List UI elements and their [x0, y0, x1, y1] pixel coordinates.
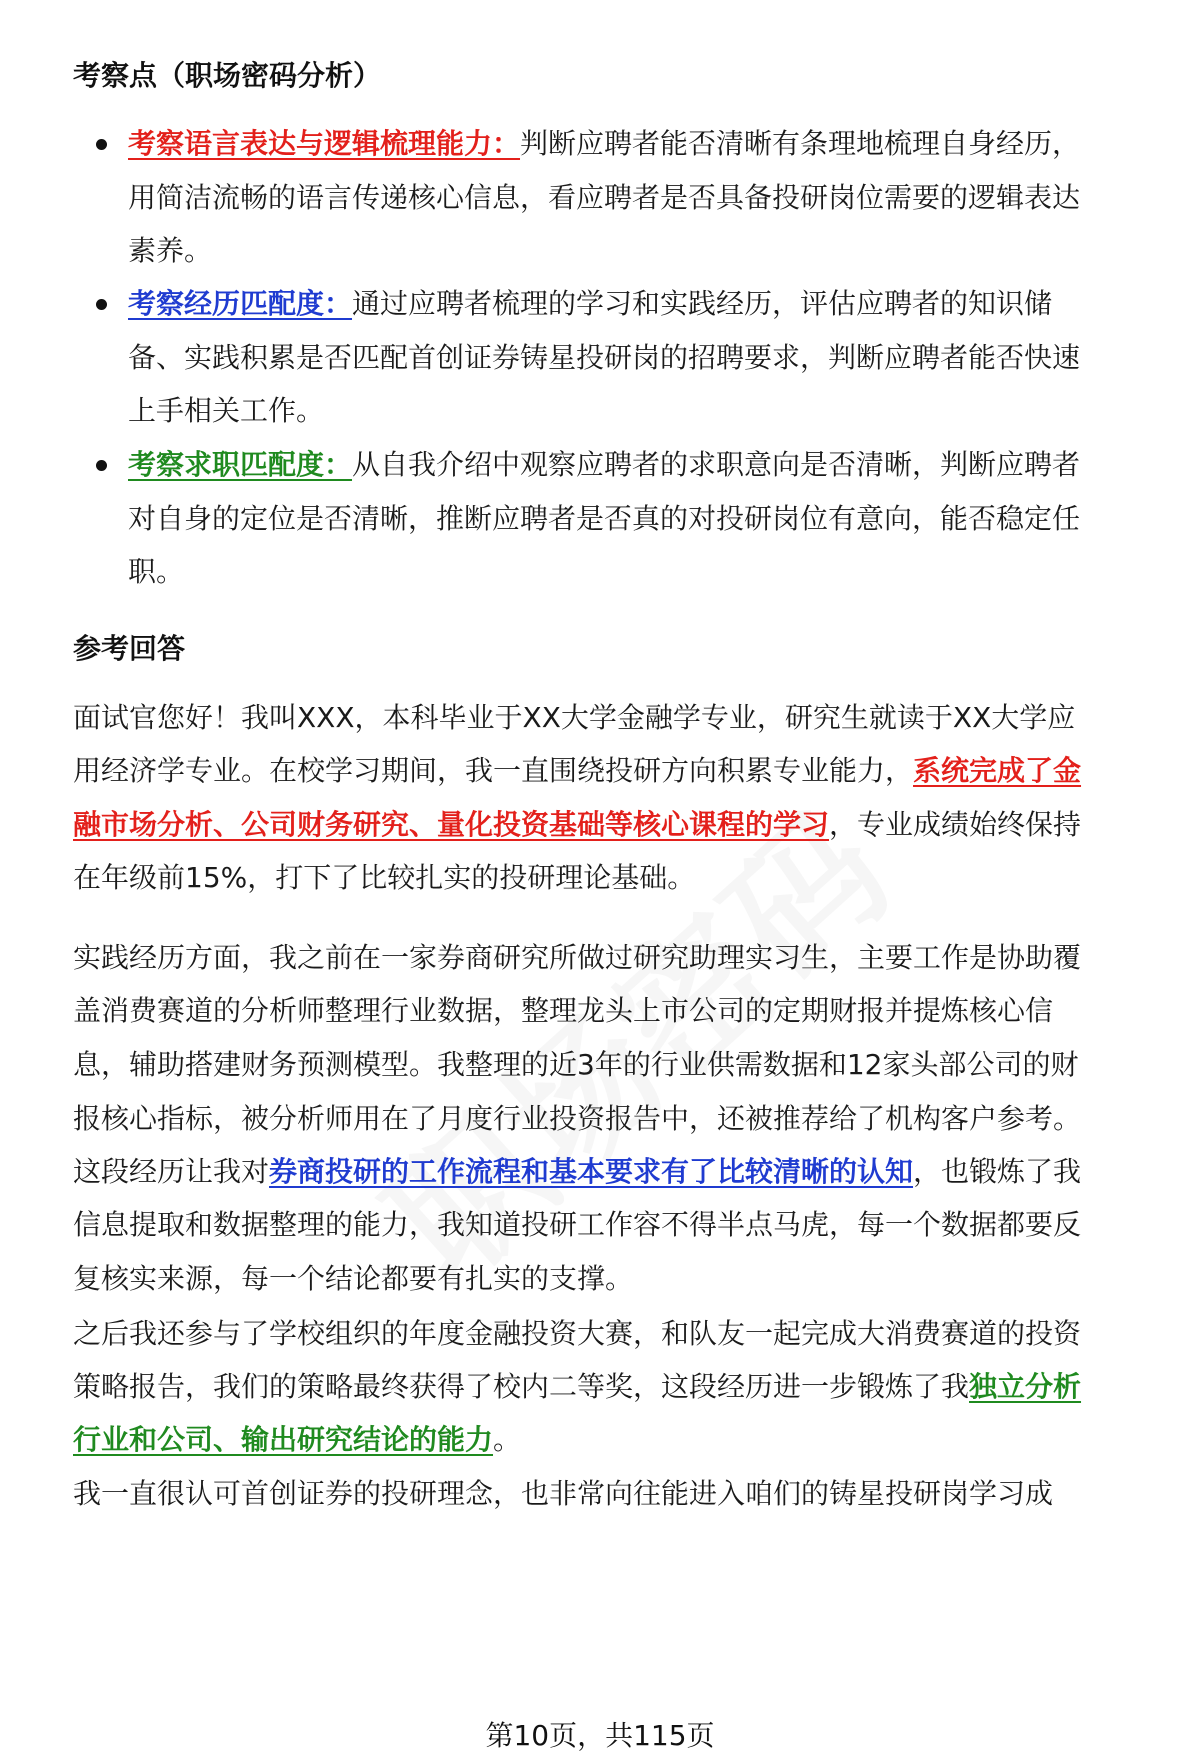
answer-p2-line-5 [73, 1152, 1081, 1192]
answer-p3-line-1: 之后我还参与了学校组织的年度金融投资大赛，和队友一起完成大消费赛道的投资 [73, 1317, 1082, 1350]
answer-p1-text: 用经济学专业。在校学习期间，我一直围绕投研方向积累专业能力， [73, 754, 914, 787]
answer-p1-line-4: 在年级前15%，打下了比较扎实的投研理论基础。 [73, 861, 696, 894]
bullet-3-text: 从自我介绍中观察应聘者的求职意向是否清晰，判断应聘者 [352, 448, 1081, 481]
bullet-dot [96, 299, 107, 310]
answer-p2-line-7: 复核实来源，每一个结论都要有扎实的支撑。 [73, 1262, 634, 1295]
bullet-1-line-1 [128, 124, 1080, 164]
bullet-3-label: 考察求职匹配度： [128, 448, 353, 481]
answer-p2-line-3: 息，辅助搭建财务预测模型。我整理的近3年的行业供需数据和12家头部公司的财 [73, 1048, 1079, 1081]
answer-highlight-red: 系统完成了金 [913, 754, 1082, 787]
bullet-dot [96, 460, 107, 471]
answer-p3-text: 策略报告，我们的策略最终获得了校内二等奖，这段经历进一步锻炼了我 [73, 1370, 970, 1403]
bullet-3-line-3: 职。 [128, 555, 185, 588]
answer-highlight-green: 行业和公司、输出研究结论的能力 [73, 1423, 494, 1456]
answer-p2-text: ，也锻炼了我 [913, 1155, 1082, 1188]
answer-highlight-red: 融市场分析、公司财务研究、量化投资基础等核心课程的学习 [73, 808, 830, 841]
answer-p2-line-6: 信息提取和数据整理的能力，我知道投研工作容不得半点马虎，每一个数据都要反 [73, 1208, 1082, 1241]
answer-highlight-green: 独立分析 [969, 1370, 1082, 1403]
section-heading-answer: 参考回答 [73, 632, 186, 665]
answer-p1-line-3 [73, 805, 1081, 845]
bullet-3-line-2: 对自身的定位是否清晰，推断应聘者是否真的对投研岗位有意向，能否稳定任 [128, 502, 1081, 535]
bullet-1-line-3: 素养。 [128, 234, 213, 267]
answer-p3-text: 。 [493, 1423, 522, 1456]
bullet-1-label: 考察语言表达与逻辑梳理能力： [128, 127, 521, 160]
bullet-2-text: 通过应聘者梳理的学习和实践经历，评估应聘者的知识储 [352, 287, 1053, 320]
bullet-1-line-2: 用简洁流畅的语言传递核心信息，看应聘者是否具备投研岗位需要的逻辑表达 [128, 181, 1081, 214]
answer-highlight-blue: 券商投研的工作流程和基本要求有了比较清晰的认知 [269, 1155, 914, 1188]
answer-p1-line-1: 面试官您好！我叫XXX，本科毕业于XX大学金融学专业，研究生就读于XX大学应 [73, 701, 1076, 734]
answer-p2-text: 这段经历让我对 [73, 1155, 270, 1188]
bullet-1-text: 判断应聘者能否清晰有条理地梳理自身经历， [520, 127, 1081, 160]
bullet-2-line-1 [128, 284, 1052, 324]
bullet-3-line-1 [128, 445, 1080, 485]
bullet-2-line-3: 上手相关工作。 [128, 394, 325, 427]
page-number: 第10页，共115页 [485, 1719, 715, 1752]
bullet-dot [96, 139, 107, 150]
section-heading-assessment: 考察点（职场密码分析） [73, 59, 382, 92]
answer-p4-line-1: 我一直很认可首创证券的投研理念，也非常向往能进入咱们的铸星投研岗学习成 [73, 1477, 1054, 1510]
answer-p3-line-3 [73, 1420, 521, 1460]
answer-p2-line-1: 实践经历方面，我之前在一家券商研究所做过研究助理实习生，主要工作是协助覆 [73, 941, 1082, 974]
answer-p2-line-2: 盖消费赛道的分析师整理行业数据，整理龙头上市公司的定期财报并提炼核心信 [73, 994, 1054, 1027]
bullet-2-line-2: 备、实践积累是否匹配首创证券铸星投研岗的招聘要求，判断应聘者能否快速 [128, 341, 1081, 374]
answer-p1-text: ，专业成绩始终保持 [829, 808, 1082, 841]
answer-p3-line-2 [73, 1367, 1081, 1407]
answer-p2-line-4: 报核心指标，被分析师用在了月度行业投资报告中，还被推荐给了机构客户参考。 [73, 1102, 1082, 1135]
bullet-2-label: 考察经历匹配度： [128, 287, 353, 320]
answer-p1-line-2 [73, 751, 1081, 791]
